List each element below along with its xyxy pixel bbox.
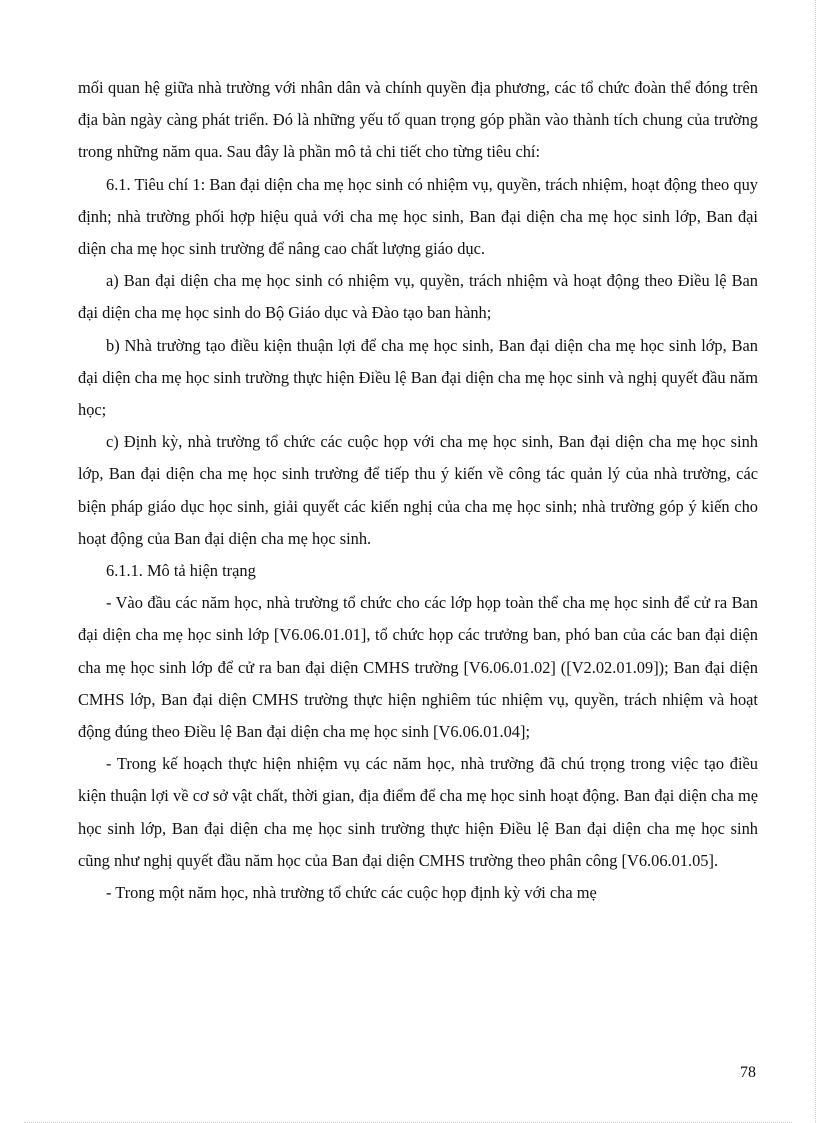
paragraph-intro-continuation: mối quan hệ giữa nhà trường với nhân dân và chính quyền địa phương, các tổ chức đoàn thể đóng trên địa bàn ngày càng phát triển. Đó là những yếu tố quan trọng góp phần vào thành tích chung của trường trong những năm qua. Sau đây là phần mô tả chi tiết cho từng tiêu chí: bbox=[78, 78, 758, 162]
document-page bbox=[78, 72, 758, 909]
paragraph-criterion-6-1: 6.1. Tiêu chí 1: Ban đại diện cha mẹ học sinh có nhiệm vụ, quyền, trách nhiệm, hoạt động theo quy định; nhà trường phối hợp hiệu quả với cha mẹ học sinh, Ban đại diện cha mẹ học sinh lớp, Ban đại diện cha mẹ học sinh trường để nâng cao chất lượng giáo dục. bbox=[78, 174, 758, 259]
paragraph-bullet-3: - Trong một năm học, nhà trường tổ chức các cuộc họp định kỳ với cha mẹ bbox=[106, 883, 597, 903]
paragraph-bullet-2: - Trong kế hoạch thực hiện nhiệm vụ các năm học, nhà trường đã chú trọng trong việc tạo điều kiện thuận lợi về cơ sở vật chất, thời gian, địa điểm để cha mẹ học sinh hoạt động. Ban đại diện cha mẹ học sinh lớp, Ban đại diện cha mẹ học sinh trường thực hiện Điều lệ Ban đại diện cha mẹ học sinh cũng như nghị quyết đầu năm học của Ban đại diện CMHS trường theo phân công [V6.06.01.05]. bbox=[78, 754, 758, 870]
paragraph-bullet-1: - Vào đầu các năm học, nhà trường tổ chức cho các lớp họp toàn thể cha mẹ học sinh để cử ra Ban đại diện cha mẹ học sinh lớp [V6.06.01.01], tổ chức họp các trưởng ban, phó ban của các ban đại diện cha mẹ học sinh lớp để cử ra ban đại diện CMHS trường [V6.06.01.02] ([V2.02.01.09]); Ban đại diện CMHS lớp, Ban đại diện CMHS trường thực hiện nghiêm túc nhiệm vụ, quyền, trách nhiệm và hoạt động đúng theo Điều lệ Ban đại diện cha mẹ học sinh [V6.06.01.04]; bbox=[78, 593, 758, 742]
page-number: 78 bbox=[740, 1064, 756, 1081]
paragraph-item-a: a) Ban đại diện cha mẹ học sinh có nhiệm vụ, quyền, trách nhiệm và hoạt động theo Điều lệ Ban đại diện cha mẹ học sinh do Bộ Giáo dục và Đào tạo ban hành; bbox=[78, 271, 758, 323]
paragraph-item-c: c) Định kỳ, nhà trường tổ chức các cuộc họp với cha mẹ học sinh, Ban đại diện cha mẹ học sinh lớp, Ban đại diện cha mẹ học sinh trường để tiếp thu ý kiến về công tác quản lý của nhà trường, các biện pháp giáo dục học sinh, giải quyết các kiến nghị của cha mẹ học sinh; nhà trường góp ý kiến cho hoạt động của Ban đại diện cha mẹ học sinh. bbox=[78, 432, 758, 548]
section-heading-6-1-1: 6.1.1. Mô tả hiện trạng bbox=[106, 561, 256, 581]
paragraph-item-b: b) Nhà trường tạo điều kiện thuận lợi để cha mẹ học sinh, Ban đại diện cha mẹ học sinh lớp, Ban đại diện cha mẹ học sinh trường thực hiện Điều lệ Ban đại diện cha mẹ học sinh và nghị quyết đầu năm học; bbox=[78, 335, 758, 420]
